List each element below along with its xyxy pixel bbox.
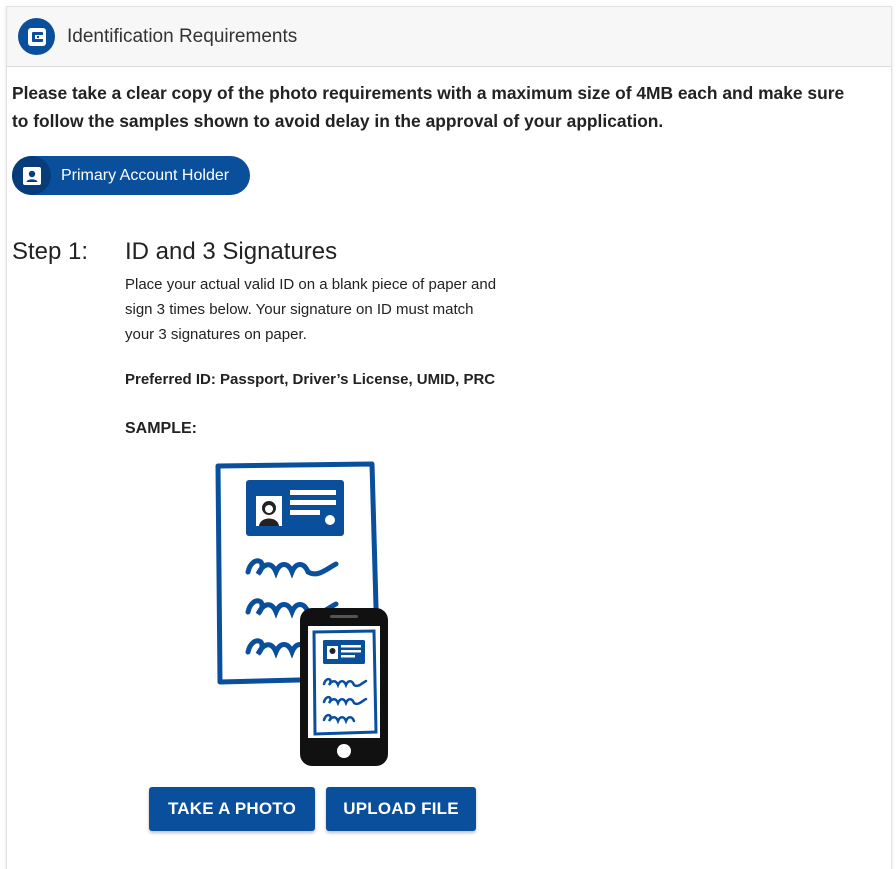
step-title: ID and 3 Signatures — [125, 238, 338, 265]
account-box-icon — [12, 156, 51, 195]
chip-label: Primary Account Holder — [61, 166, 230, 184]
sample-illustration — [200, 450, 400, 770]
take-photo-button[interactable]: TAKE A PHOTO — [149, 787, 315, 831]
page-title: Identification Requirements — [67, 26, 298, 47]
wallet-logo-icon — [18, 18, 55, 55]
step-description: Place your actual valid ID on a blank piece of paper and sign 3 times below. Your signature on ID must match your 3 signatures on paper. — [125, 276, 497, 343]
card-header — [7, 7, 891, 67]
step-number: Step 1: — [12, 238, 89, 265]
primary-account-holder-chip[interactable] — [12, 156, 250, 195]
sample-label: SAMPLE: — [125, 420, 197, 437]
id-and-signatures-sample-icon — [200, 450, 400, 770]
upload-file-button[interactable]: UPLOAD FILE — [326, 787, 476, 831]
intro-text: Please take a clear copy of the photo requirements with a maximum size of 4MB each and make sure to follow the samples shown to avoid delay in the approval of your application. — [12, 83, 845, 131]
preferred-id-text: Preferred ID: Passport, Driver’s License, UMID, PRC — [125, 371, 496, 388]
